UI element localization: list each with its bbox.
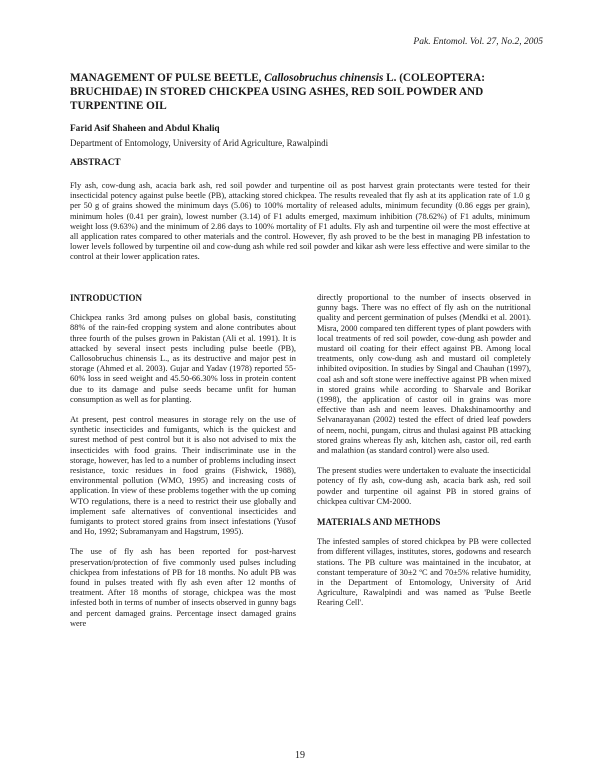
methods-paragraph-1: The infested samples of stored chickpea by PB were collected from different villages, institutes, stores, godowns and research stations. The PB culture was maintained in the incubator, at constant temperature of 30±2 ºC and 70±5% relative humidity, in the Department of Entomology, University of Arid Agriculture, Rawalpindi and was named as 'Pulse Beetle Rearing Cell'. <box>317 537 531 608</box>
page-number: 19 <box>295 750 305 761</box>
title-species-name: Callosobruchus chinensis <box>264 72 384 84</box>
affiliation: Department of Entomology, University of Arid Agriculture, Rawalpindi <box>70 138 329 148</box>
right-column <box>317 293 531 619</box>
abstract-text: Fly ash, cow-dung ash, acacia bark ash, red soil powder and turpentine oil as post harvest grain protectants were tested for their insecticidal potency against pulse beetle (PB), attacking stored chickpea. The results revealed that fly ash at its application rate of 1.0 g per 50 g of grains showed the minimum days (5.06) to 100% mortality of released adults, minimum fecundity (0.86 eggs per grain), minimum holes (0.41 per grain), lowest number (3.14) of F1 adults emerged, maximum inhibition (78.62%) of F1 adults, minimum weight loss (9.63%) and the minimum of 2.86 days to 100% mortality of F1 adults. Fly ash and turpentine oil were the most effective at all application rates compared to other materials and the control. However, fly ash proved to be the best in managing PB infestation to lower levels followed by turpentine oil and cow-dung ash while red soil powder and kikar ash were less effective and were similar to the control at their lower application rates. <box>70 181 530 262</box>
title-part-1: MANAGEMENT OF PULSE BEETLE, <box>70 72 265 84</box>
intro-paragraph-5: The present studies were undertaken to evaluate the insecticidal potency of fly ash, cow-dung ash, acacia bark ash, red soil powder and turpentine oil against PB in stored grains of chickpea cultivar CM-2000. <box>317 466 531 506</box>
abstract-heading: ABSTRACT <box>70 158 121 168</box>
left-column <box>70 293 296 639</box>
title-part-2: L. (COLEOPTERA: BRUCHIDAE) IN STORED CHICKPEA USING ASHES, RED SOIL POWDER AND TURPENTINE OIL <box>70 72 485 112</box>
running-head: Pak. Entomol. Vol. 27, No.2, 2005 <box>413 37 543 47</box>
methods-heading: MATERIALS AND METHODS <box>317 517 441 528</box>
intro-paragraph-4: directly proportional to the number of insects observed in gunny bags. There was no effect of fly ash on the nutritional quality and percent germination of pulses (Mendki et al. 2001). Misra, 2000 compared ten different types of plant powders with local treatments of red soil powder, cow-dung ash powder and mustard oil coating for their effect against PB. Among local treatments, only cow-dung ash and mustard oil completely inhibited oviposition. In studies by Singal and Chauhan (1997), coal ash and soft stone were ineffective against PB when mixed in stored grains while according to Sharvale and Borikar (1998), the application of castor oil in grains was more effective than ash and neem leaves. Dhakshinamoorthy and Selvanarayanan (2002) tested the effect of dried leaf powders of neem, nochi, pungam, citrus and thulasi against PB attacking stored grains whereas fly ash, kitchen ash, castor oil, red earth and malathion (as standard control) were also used. <box>317 293 531 456</box>
article-title <box>70 71 530 113</box>
intro-paragraph-1: Chickpea ranks 3rd among pulses on global basis, constituting 88% of the rain-fed cropping system and alone contributes about three fourth of the pulses grown in Pakistan (Ali et al. 1991). It is attacked by several insect pests including pulse beetle (PB), Callosobruchus chinensis L., as its destructive and major pest in storage (Ahmed et al. 2003). Gujar and Yadav (1978) reported 55-60% loss in seed weight and 45.50-66.30% loss in protein content due to its damage and pulse seeds became unfit for human consumption as well as for planting. <box>70 313 296 404</box>
introduction-heading: INTRODUCTION <box>70 293 143 303</box>
authors: Farid Asif Shaheen and Abdul Khaliq <box>70 124 220 134</box>
intro-paragraph-2: At present, pest control measures in storage rely on the use of synthetic insecticides and fumigants, which is the quickest and surest method of pest control but it is also not advised to mix the insecticides with food grains. Their indiscriminate use in the storage, however, has led to a number of problems including insect resistance, toxic residues in food grains (Fishwick, 1988), environmental pollution (WMO, 1995) and increasing costs of application. In view of these problems together with the up coming WTO regulations, there is a need to restrict their use globally and implement safe alternatives of conventional insecticides and fumigants to protect stored grains from insect infestations (Yusof and Ho, 1992; Subramanyam and Hagstrum, 1995). <box>70 415 296 537</box>
intro-paragraph-3: The use of fly ash has been reported for post-harvest preservation/protection of five commonly used pulses including chickpea from infestations of PB for 18 months. No adult PB was found in pulses treated with fly ash even after 12 months of treatment. After 18 months of storage, chickpea was the most infested both in terms of number of insects observed in gunny bags and percent damaged grains. Percentage insect damaged grains were <box>70 547 296 628</box>
